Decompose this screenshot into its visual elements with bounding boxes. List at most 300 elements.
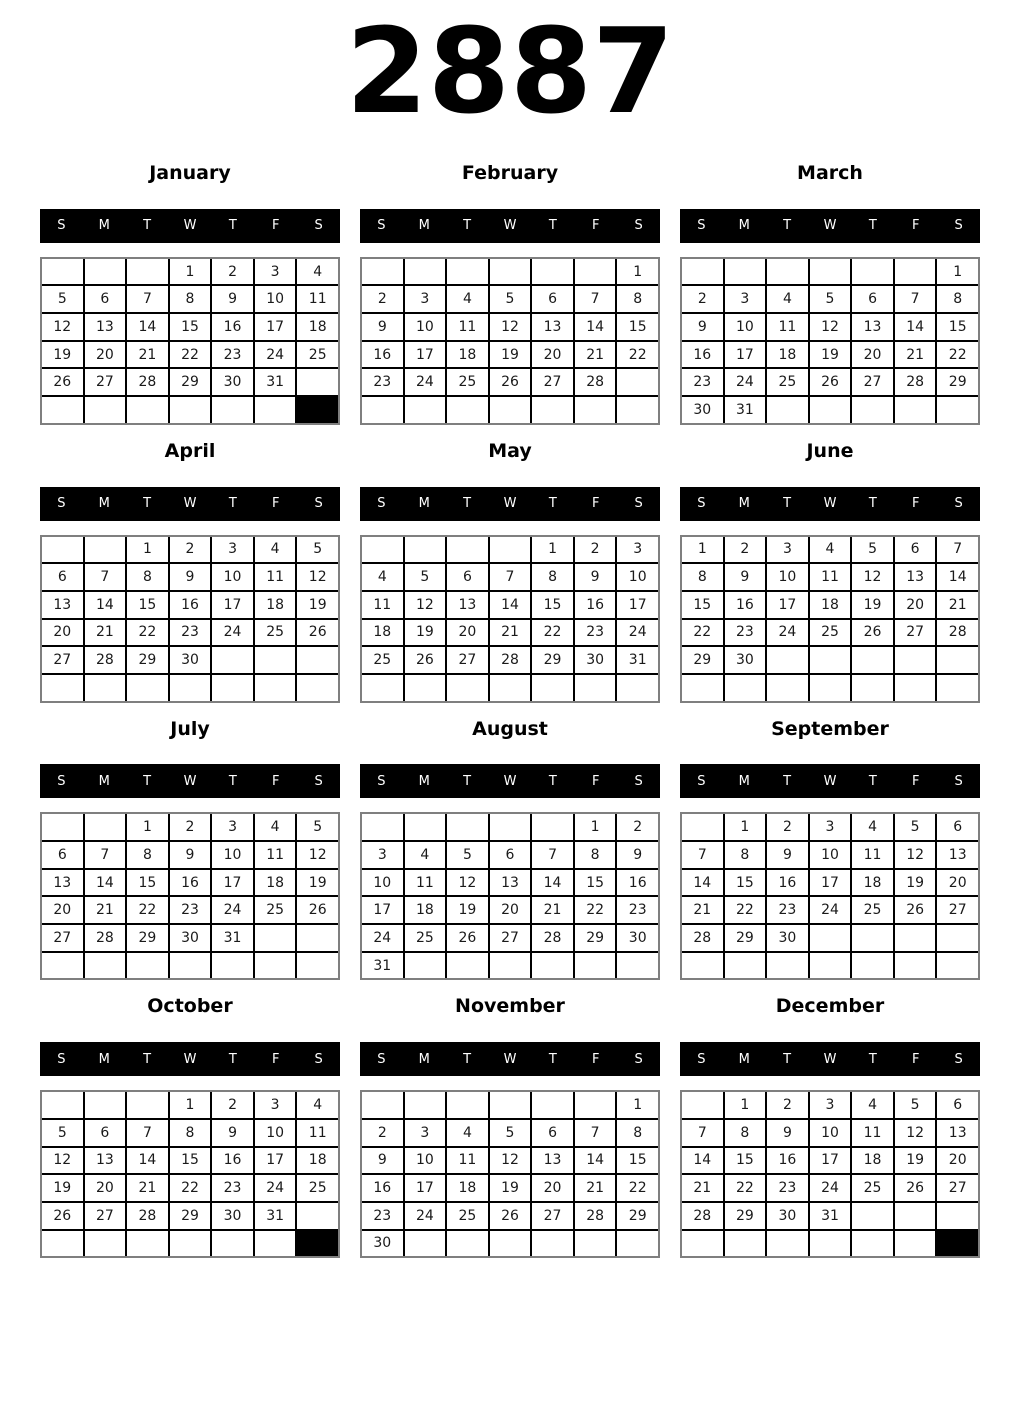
empty-day-cell [895, 397, 936, 423]
empty-day-cell [42, 1231, 83, 1257]
day-cell: 12 [895, 842, 936, 868]
day-cell: 1 [937, 259, 978, 285]
day-cell: 27 [447, 647, 488, 673]
weekday-label: S [697, 773, 706, 789]
empty-day-cell [575, 1231, 616, 1257]
empty-day-cell [405, 1092, 446, 1118]
weekday-label: S [697, 218, 706, 234]
weekday-label: W [183, 773, 197, 789]
day-cell: 24 [767, 620, 808, 646]
empty-day-cell [895, 647, 936, 673]
day-cell: 26 [490, 1203, 531, 1229]
weekday-label: M [418, 496, 430, 512]
month-block [680, 719, 980, 981]
weekday-label: F [911, 1051, 920, 1067]
day-cell: 20 [42, 620, 83, 646]
empty-day-cell [212, 675, 253, 701]
empty-day-cell [447, 537, 488, 563]
day-cell: 19 [447, 897, 488, 923]
day-cell: 14 [85, 592, 126, 618]
day-cell: 18 [405, 897, 446, 923]
day-cell: 9 [170, 842, 211, 868]
day-cell: 1 [127, 537, 168, 563]
month-name: October [147, 995, 233, 1018]
day-cell: 23 [170, 620, 211, 646]
empty-day-cell [405, 259, 446, 285]
month-grid-frame [680, 1090, 980, 1258]
day-cell: 12 [405, 592, 446, 618]
day-cell: 8 [127, 842, 168, 868]
empty-day-cell [490, 1092, 531, 1118]
day-cell: 18 [767, 342, 808, 368]
day-cell: 20 [447, 620, 488, 646]
weekday-label: T [783, 496, 792, 512]
day-cell: 28 [85, 925, 126, 951]
empty-day-cell [937, 647, 978, 673]
day-cell: 25 [767, 369, 808, 395]
empty-day-cell [85, 397, 126, 423]
day-cell: 1 [170, 259, 211, 285]
day-cell: 19 [895, 870, 936, 896]
day-cell: 1 [170, 1092, 211, 1118]
day-cell: 30 [617, 925, 658, 951]
day-cell: 2 [212, 1092, 253, 1118]
empty-day-cell [362, 397, 403, 423]
weekday-label: S [634, 773, 643, 789]
empty-day-cell [127, 1092, 168, 1118]
day-cell: 28 [895, 369, 936, 395]
weekday-label: T [463, 1051, 472, 1067]
day-cell: 16 [617, 870, 658, 896]
empty-day-cell [362, 537, 403, 563]
day-cell: 28 [532, 925, 573, 951]
day-cell: 7 [575, 286, 616, 312]
month-block [360, 719, 660, 981]
day-cell: 31 [212, 925, 253, 951]
day-cell: 23 [212, 342, 253, 368]
day-cell: 7 [682, 842, 723, 868]
empty-day-cell [405, 953, 446, 979]
day-cell: 12 [852, 564, 893, 590]
empty-day-cell [447, 675, 488, 701]
empty-day-cell [575, 675, 616, 701]
day-cell: 6 [85, 286, 126, 312]
month-day-grid [42, 814, 338, 978]
weekday-label: W [823, 218, 837, 234]
day-cell: 29 [127, 647, 168, 673]
day-cell: 1 [725, 814, 766, 840]
empty-day-cell [895, 675, 936, 701]
day-cell: 10 [767, 564, 808, 590]
day-cell: 10 [810, 842, 851, 868]
day-cell: 17 [617, 592, 658, 618]
day-cell: 22 [725, 1175, 766, 1201]
day-cell: 22 [532, 620, 573, 646]
weekday-label: W [183, 218, 197, 234]
weekday-label: M [98, 1051, 110, 1067]
weekday-label: W [823, 496, 837, 512]
day-cell: 4 [297, 259, 338, 285]
month-day-grid [362, 814, 658, 978]
empty-day-cell [767, 1231, 808, 1257]
weekday-label: M [738, 218, 750, 234]
weekday-label: T [143, 496, 152, 512]
day-cell: 17 [212, 592, 253, 618]
empty-day-cell [617, 953, 658, 979]
weekday-label: S [954, 496, 963, 512]
empty-day-cell [852, 953, 893, 979]
day-cell: 26 [297, 897, 338, 923]
empty-day-cell [255, 1231, 296, 1257]
day-cell: 1 [532, 537, 573, 563]
weekday-label: F [911, 496, 920, 512]
day-cell: 27 [532, 369, 573, 395]
day-cell: 15 [170, 1148, 211, 1174]
day-cell: 28 [682, 925, 723, 951]
empty-day-cell [42, 537, 83, 563]
day-cell: 8 [725, 842, 766, 868]
day-cell: 28 [682, 1203, 723, 1229]
day-cell: 23 [617, 897, 658, 923]
day-cell: 21 [682, 897, 723, 923]
day-cell: 7 [127, 286, 168, 312]
day-cell: 25 [255, 897, 296, 923]
day-cell: 7 [85, 842, 126, 868]
day-cell: 29 [170, 369, 211, 395]
day-cell: 17 [405, 342, 446, 368]
day-cell: 11 [405, 870, 446, 896]
month-day-grid [682, 814, 978, 978]
month-block [40, 441, 340, 703]
empty-day-cell [170, 397, 211, 423]
day-cell: 5 [297, 537, 338, 563]
weekday-label: F [271, 496, 280, 512]
day-cell: 16 [170, 870, 211, 896]
day-cell: 8 [532, 564, 573, 590]
day-cell: 7 [895, 286, 936, 312]
empty-day-cell [85, 259, 126, 285]
day-cell: 12 [895, 1120, 936, 1146]
day-cell: 3 [255, 1092, 296, 1118]
month-grid-frame [680, 812, 980, 980]
day-cell: 13 [895, 564, 936, 590]
day-cell: 2 [575, 537, 616, 563]
weekday-label: W [183, 496, 197, 512]
months-grid [0, 163, 1020, 1258]
empty-day-cell [682, 953, 723, 979]
day-cell: 3 [255, 259, 296, 285]
day-cell: 29 [682, 647, 723, 673]
day-cell: 30 [575, 647, 616, 673]
month-block [40, 719, 340, 981]
day-cell: 9 [212, 1120, 253, 1146]
empty-day-cell [767, 953, 808, 979]
day-cell: 14 [682, 870, 723, 896]
day-cell: 1 [617, 259, 658, 285]
day-cell: 12 [42, 314, 83, 340]
weekday-label: T [783, 218, 792, 234]
empty-day-cell [852, 1231, 893, 1257]
day-cell: 30 [170, 925, 211, 951]
day-cell: 11 [767, 314, 808, 340]
weekday-label: T [783, 1051, 792, 1067]
day-cell: 25 [447, 1203, 488, 1229]
weekday-label: M [98, 773, 110, 789]
day-cell: 16 [212, 314, 253, 340]
day-cell: 15 [575, 870, 616, 896]
weekday-header-row [360, 487, 660, 521]
day-cell: 30 [725, 647, 766, 673]
day-cell: 28 [85, 647, 126, 673]
day-cell: 26 [42, 369, 83, 395]
day-cell: 2 [170, 537, 211, 563]
empty-day-cell [810, 953, 851, 979]
day-cell: 11 [297, 286, 338, 312]
day-cell: 10 [255, 1120, 296, 1146]
weekday-label: S [57, 773, 66, 789]
day-cell: 27 [85, 1203, 126, 1229]
day-cell: 24 [725, 369, 766, 395]
empty-day-cell [725, 953, 766, 979]
day-cell: 28 [490, 647, 531, 673]
empty-day-cell [405, 814, 446, 840]
day-cell: 2 [767, 814, 808, 840]
empty-day-cell [297, 675, 338, 701]
day-cell: 15 [127, 592, 168, 618]
day-cell: 18 [810, 592, 851, 618]
day-cell: 3 [810, 814, 851, 840]
empty-day-cell [682, 814, 723, 840]
day-cell: 13 [937, 842, 978, 868]
weekday-label: F [591, 496, 600, 512]
day-cell: 13 [532, 314, 573, 340]
day-cell: 20 [490, 897, 531, 923]
day-cell: 17 [255, 1148, 296, 1174]
month-name: August [472, 717, 548, 740]
weekday-label: T [228, 773, 237, 789]
day-cell: 4 [852, 814, 893, 840]
day-cell: 16 [682, 342, 723, 368]
day-cell: 11 [362, 592, 403, 618]
empty-day-cell [725, 259, 766, 285]
weekday-label: S [954, 773, 963, 789]
empty-day-cell [895, 953, 936, 979]
empty-day-cell [895, 925, 936, 951]
day-cell: 29 [725, 925, 766, 951]
empty-day-cell [85, 1092, 126, 1118]
weekday-label: M [418, 218, 430, 234]
day-cell: 29 [937, 369, 978, 395]
day-cell: 16 [362, 342, 403, 368]
day-cell: 8 [725, 1120, 766, 1146]
weekday-label: T [228, 218, 237, 234]
day-cell: 27 [532, 1203, 573, 1229]
empty-day-cell [937, 397, 978, 423]
month-grid-frame [360, 535, 660, 703]
day-cell: 9 [725, 564, 766, 590]
day-cell: 26 [42, 1203, 83, 1229]
day-cell: 31 [362, 953, 403, 979]
day-cell: 20 [852, 342, 893, 368]
day-cell: 11 [852, 842, 893, 868]
day-cell: 24 [255, 342, 296, 368]
day-cell: 19 [810, 342, 851, 368]
weekday-label: S [377, 1051, 386, 1067]
day-cell: 8 [170, 1120, 211, 1146]
day-cell: 20 [532, 1175, 573, 1201]
day-cell: 26 [405, 647, 446, 673]
day-cell: 21 [85, 620, 126, 646]
day-cell: 5 [447, 842, 488, 868]
empty-day-cell [447, 953, 488, 979]
empty-day-cell [447, 814, 488, 840]
day-cell: 19 [405, 620, 446, 646]
day-cell: 11 [810, 564, 851, 590]
empty-day-cell [127, 1231, 168, 1257]
day-cell: 10 [405, 314, 446, 340]
day-cell: 5 [405, 564, 446, 590]
empty-day-cell [362, 675, 403, 701]
weekday-label: M [418, 773, 430, 789]
weekday-label: S [377, 218, 386, 234]
empty-day-cell [447, 1231, 488, 1257]
day-cell: 15 [937, 314, 978, 340]
day-cell: 8 [170, 286, 211, 312]
day-cell: 3 [212, 537, 253, 563]
day-cell: 24 [810, 897, 851, 923]
day-cell: 29 [617, 1203, 658, 1229]
empty-day-cell [297, 925, 338, 951]
empty-day-cell [532, 397, 573, 423]
month-day-grid [682, 537, 978, 701]
weekday-header-row [40, 209, 340, 243]
weekday-label: T [548, 496, 557, 512]
weekday-label: W [503, 773, 517, 789]
day-cell: 24 [212, 897, 253, 923]
day-cell: 8 [617, 286, 658, 312]
day-cell: 25 [447, 369, 488, 395]
weekday-label: T [143, 1051, 152, 1067]
weekday-label: S [377, 773, 386, 789]
day-cell: 18 [255, 592, 296, 618]
weekday-label: S [697, 1051, 706, 1067]
weekday-label: M [738, 773, 750, 789]
day-cell: 26 [810, 369, 851, 395]
empty-day-cell [937, 953, 978, 979]
weekday-label: S [634, 496, 643, 512]
empty-day-cell [490, 397, 531, 423]
day-cell: 23 [362, 1203, 403, 1229]
day-cell: 7 [490, 564, 531, 590]
day-cell: 30 [767, 1203, 808, 1229]
day-cell: 5 [490, 286, 531, 312]
weekday-label: W [823, 1051, 837, 1067]
day-cell: 18 [447, 342, 488, 368]
day-cell: 17 [362, 897, 403, 923]
empty-day-cell [255, 397, 296, 423]
day-cell: 14 [127, 1148, 168, 1174]
month-name: September [771, 717, 889, 740]
weekday-label: T [868, 1051, 877, 1067]
empty-day-cell [575, 397, 616, 423]
month-grid-frame [360, 1090, 660, 1258]
day-cell: 13 [447, 592, 488, 618]
day-cell: 4 [852, 1092, 893, 1118]
day-cell: 2 [617, 814, 658, 840]
day-cell: 9 [362, 1148, 403, 1174]
weekday-label: S [954, 218, 963, 234]
day-cell: 26 [895, 897, 936, 923]
day-cell: 1 [575, 814, 616, 840]
weekday-label: S [377, 496, 386, 512]
empty-day-cell [85, 1231, 126, 1257]
empty-day-cell [767, 259, 808, 285]
day-cell: 22 [170, 342, 211, 368]
day-cell: 3 [405, 286, 446, 312]
day-cell: 16 [767, 1148, 808, 1174]
day-cell: 21 [127, 1175, 168, 1201]
day-cell: 4 [810, 537, 851, 563]
day-cell: 1 [617, 1092, 658, 1118]
day-cell: 2 [362, 1120, 403, 1146]
day-cell: 12 [42, 1148, 83, 1174]
empty-day-cell [170, 953, 211, 979]
month-grid-frame [360, 257, 660, 425]
day-cell: 16 [170, 592, 211, 618]
day-cell: 9 [212, 286, 253, 312]
month-day-grid [42, 259, 338, 423]
weekday-header-row [360, 209, 660, 243]
day-cell: 23 [725, 620, 766, 646]
day-cell: 25 [405, 925, 446, 951]
day-cell: 26 [447, 925, 488, 951]
day-cell: 30 [362, 1231, 403, 1257]
day-cell: 24 [810, 1175, 851, 1201]
day-cell: 7 [575, 1120, 616, 1146]
day-cell: 10 [725, 314, 766, 340]
day-cell: 6 [42, 842, 83, 868]
weekday-label: M [418, 1051, 430, 1067]
empty-day-cell [42, 1092, 83, 1118]
day-cell: 22 [575, 897, 616, 923]
day-cell: 13 [85, 314, 126, 340]
day-cell: 6 [447, 564, 488, 590]
empty-day-cell [85, 537, 126, 563]
day-cell: 14 [490, 592, 531, 618]
day-cell: 17 [767, 592, 808, 618]
day-cell: 27 [85, 369, 126, 395]
weekday-label: F [271, 218, 280, 234]
empty-day-cell [42, 814, 83, 840]
weekday-label: T [463, 496, 472, 512]
empty-day-cell [810, 397, 851, 423]
empty-day-cell [297, 953, 338, 979]
empty-day-cell [255, 647, 296, 673]
day-cell: 21 [490, 620, 531, 646]
day-cell: 24 [405, 1203, 446, 1229]
day-cell: 29 [575, 925, 616, 951]
weekday-label: T [228, 1051, 237, 1067]
month-block [40, 996, 340, 1258]
day-cell: 30 [212, 1203, 253, 1229]
weekday-label: T [548, 1051, 557, 1067]
weekday-label: T [783, 773, 792, 789]
year-title: 2887 [345, 2, 675, 140]
empty-day-cell [937, 1203, 978, 1229]
day-cell: 4 [447, 1120, 488, 1146]
day-cell: 10 [617, 564, 658, 590]
weekday-header-row [680, 487, 980, 521]
